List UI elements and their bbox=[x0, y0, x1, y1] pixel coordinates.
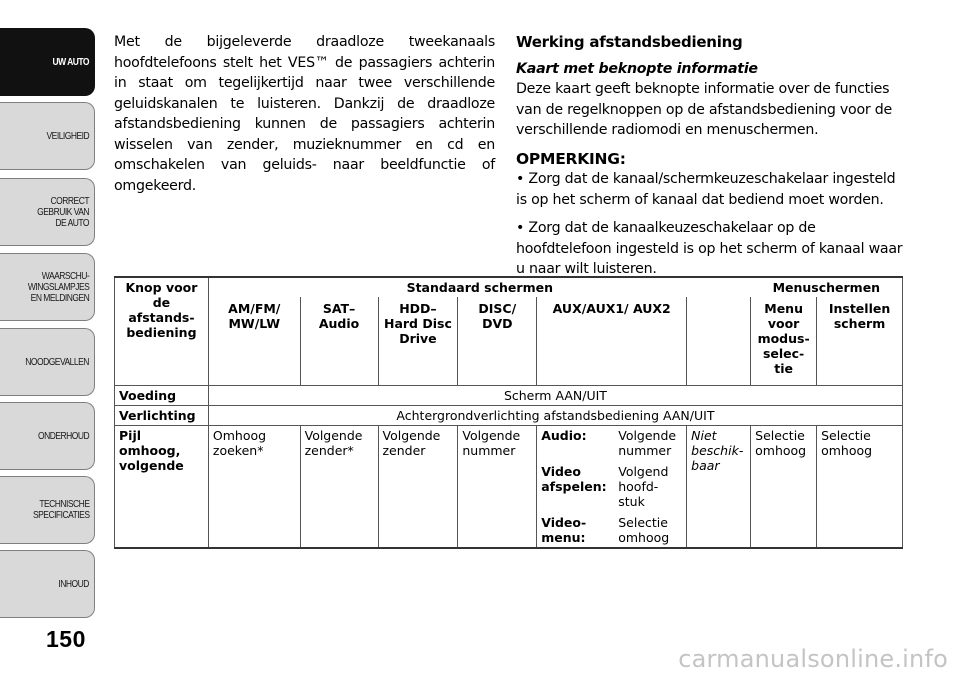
row-value-verlichting: Achtergrondverlichting afstandsbediening AAN/UIT bbox=[208, 406, 902, 426]
intro-paragraph: Met de bijgeleverde draadloze tweekanaals hoofdtelefoons stelt het VES™ de passagiers achterin in staat om tegelijkertijd naar twee verschillende geluidskanalen te luisteren. Dankzij de draadloze afstandsbediening kunnen de passagiers achterin wisselen van zender, muzieknummer en cd en omschakelen van geluids- naar beeldfunctie of omgekeerd. bbox=[114, 34, 495, 194]
tab-correct-gebruik[interactable] bbox=[0, 178, 95, 246]
tab-uw-auto[interactable] bbox=[0, 28, 95, 96]
table-subheader: AUX/AUX1/ AUX2 bbox=[537, 297, 687, 386]
tab-waarschuwingslampjes[interactable] bbox=[0, 253, 95, 321]
table-subheader: Menu voor modus-selec-tie bbox=[751, 297, 817, 386]
table-cell: Selectie omhoog bbox=[817, 426, 903, 549]
aux-label: Video afspelen: bbox=[541, 464, 607, 494]
aux-value: Volgende nummer bbox=[618, 428, 677, 458]
table-cell-niet-beschikbaar: Niet beschik-baar bbox=[687, 426, 751, 549]
tab-technische-specificaties[interactable] bbox=[0, 476, 95, 544]
aux-value: Volgend hoofd-stuk bbox=[618, 464, 669, 509]
row-label-verlichting: Verlichting bbox=[115, 406, 209, 426]
table-subheader: Instellen scherm bbox=[817, 297, 903, 386]
tab-noodgevallen[interactable] bbox=[0, 328, 95, 396]
right-column bbox=[516, 32, 904, 280]
table-cell: Volgende zender bbox=[378, 426, 458, 549]
note-bullet: • Zorg dat de kanaal/schermkeuzeschakelaar ingesteld is op het scherm of kanaal dat bediend moet worden. bbox=[516, 171, 896, 208]
row-label-voeding: Voeding bbox=[115, 386, 209, 406]
tab-inhoud[interactable] bbox=[0, 550, 95, 618]
note-bullet: • Zorg dat de kanaalkeuzeschakelaar op de hoofdtelefoon ingesteld is op het scherm of kanaal waar u naar wilt luisteren. bbox=[516, 220, 903, 277]
row-value-voeding: Scherm AAN/UIT bbox=[208, 386, 902, 406]
table-cell: Volgende zender* bbox=[300, 426, 378, 549]
note-label: OPMERKING: bbox=[516, 149, 626, 168]
section-subheading: Kaart met beknopte informatie bbox=[516, 60, 758, 77]
tab-veiligheid[interactable] bbox=[0, 102, 95, 170]
table-subheader: AM/FM/ MW/LW bbox=[208, 297, 300, 386]
aux-value: Selectie omhoog bbox=[618, 515, 670, 545]
watermark: carmanualsonline.info bbox=[678, 645, 948, 673]
aux-label: Audio: bbox=[541, 428, 587, 443]
page-number: 150 bbox=[46, 626, 86, 652]
tab-label: NOODGEVALLEN bbox=[25, 356, 89, 368]
tab-label: VEILIGHEID bbox=[46, 130, 89, 142]
aux-cell bbox=[537, 426, 687, 549]
remote-control-table bbox=[114, 276, 903, 549]
table-cell: Selectie omhoog bbox=[751, 426, 817, 549]
left-column bbox=[114, 32, 495, 196]
tab-label: CORRECT GEBRUIK VAN DE AUTO bbox=[37, 195, 89, 229]
table-header-button: Knop voor de afstands-bediening bbox=[115, 277, 209, 386]
tab-label: ONDERHOUD bbox=[37, 430, 89, 442]
table-subheader: DISC/ DVD bbox=[458, 297, 537, 386]
table-subheader: SAT–Audio bbox=[300, 297, 378, 386]
table-subheader bbox=[687, 297, 751, 386]
tab-label: UW AUTO bbox=[52, 56, 89, 68]
tab-label: INHOUD bbox=[58, 578, 89, 590]
tab-onderhoud[interactable] bbox=[0, 402, 95, 470]
table-cell: Omhoog zoeken* bbox=[208, 426, 300, 549]
tab-label: WAARSCHU- WINGSLAMPJES EN MELDINGEN bbox=[27, 270, 89, 304]
row-label-pijl: Pijl omhoog, volgende bbox=[115, 426, 209, 549]
table-header-menu: Menuschermen bbox=[751, 277, 903, 297]
tab-label: TECHNISCHE SPECIFICATIES bbox=[32, 499, 89, 521]
table-header-standard: Standaard schermen bbox=[208, 277, 750, 297]
table-cell: Volgende nummer bbox=[458, 426, 537, 549]
section-heading: Werking afstandsbediening bbox=[516, 33, 743, 51]
aux-label: Video-menu: bbox=[541, 515, 587, 545]
table-subheader: HDD–Hard Disc Drive bbox=[378, 297, 458, 386]
section-intro: Deze kaart geeft beknopte informatie over de functies van de regelknoppen op de afstandsbediening voor de verschillende radiomodi en menuschermen. bbox=[516, 81, 892, 138]
